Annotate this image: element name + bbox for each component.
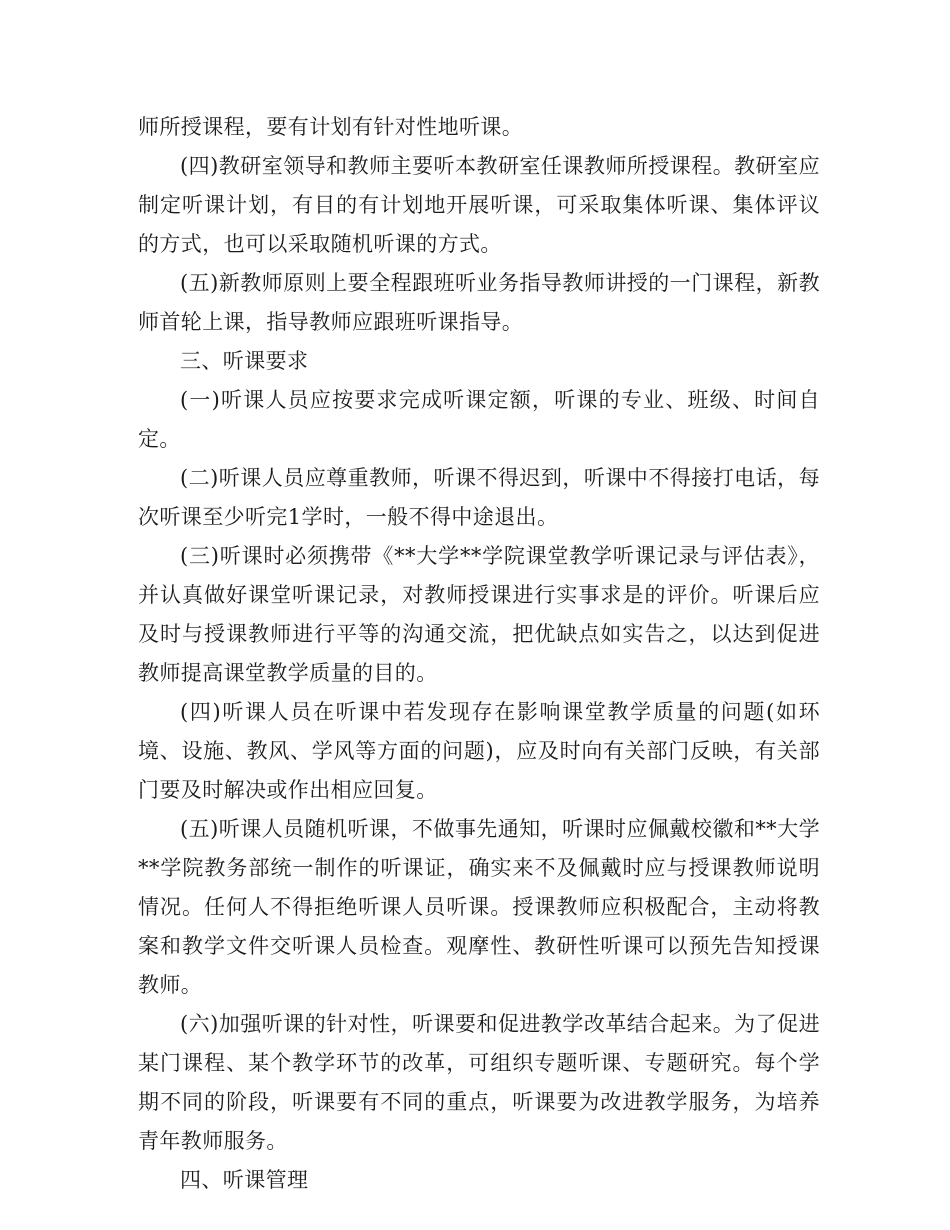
document-body	[138, 108, 820, 1200]
paragraph: (六)加强听课的针对性，听课要和促进教学改革结合起来。为了促进某门课程、某个教学环节的改革，可组织专题听课、专题研究。每个学期不同的阶段，听课要有不同的重点，听课要为改进教学服务，为培养青年教师服务。	[138, 1012, 820, 1153]
paragraph: (三)听课时必须携带《**大学**学院课堂教学听课记录与评估表》，并认真做好课堂听课记录，对教师授课进行实事求是的评价。听课后应及时与授课教师进行平等的沟通交流，把优缺点如实告之，以达到促进教师提高课堂教学质量的目的。	[138, 544, 820, 685]
paragraph: 师所授课程，要有计划有针对性地听课。	[138, 115, 524, 139]
paragraph: (二)听课人员应尊重教师，听课不得迟到，听课中不得接打电话，每次听课至少听完1学时，一般不得中途退出。	[138, 466, 820, 529]
paragraph: (四)教研室领导和教师主要听本教研室任课教师所授课程。教研室应制定听课计划，有目的有计划地开展听课，可采取集体听课、集体评议的方式，也可以采取随机听课的方式。	[138, 154, 820, 256]
section-heading: 三、听课要求	[180, 349, 309, 373]
paragraph: (五)听课人员随机听课，不做事先通知，听课时应佩戴校徽和**大学**学院教务部统一制作的听课证，确实来不及佩戴时应与授课教师说明情况。任何人不得拒绝听课人员听课。授课教师应积极配合，主动将教案和教学文件交听课人员检查。观摩性、教研性听课可以预先告知授课教师。	[138, 817, 820, 997]
paragraph: (一)听课人员应按要求完成听课定额，听课的专业、班级、时间自定。	[138, 388, 820, 451]
paragraph: (五)新教师原则上要全程跟班听业务指导教师讲授的一门课程，新教师首轮上课，指导教师应跟班听课指导。	[138, 271, 820, 334]
paragraph: (四)听课人员在听课中若发现存在影响课堂教学质量的问题(如环境、设施、教风、学风等方面的问题)，应及时向有关部门反映，有关部门要及时解决或作出相应回复。	[138, 700, 820, 802]
section-heading: 四、听课管理	[180, 1168, 309, 1192]
